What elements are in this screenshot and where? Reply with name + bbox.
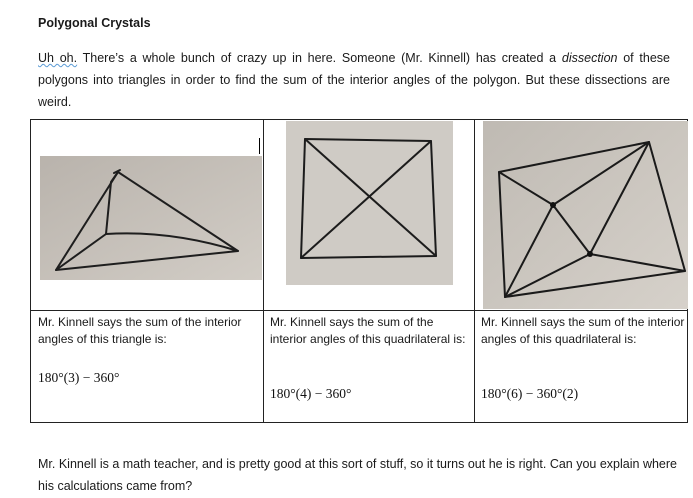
table-row-divider [31, 310, 687, 311]
triangle-dissection-photo [40, 156, 262, 280]
cell-2-formula: 180°(4) − 360° [270, 386, 352, 401]
quadrilateral-x-dissection-photo [286, 121, 453, 285]
cell-2-caption: Mr. Kinnell says the sum of the interior angles of this quadrilateral is: [270, 315, 466, 346]
text-cursor [259, 138, 260, 154]
figures-table [30, 119, 688, 423]
table-divider-1 [263, 120, 264, 422]
intro-emphasis: dissection [561, 51, 618, 65]
cell-3-formula: 180°(6) − 360°(2) [481, 386, 579, 401]
document-title: Polygonal Crystals [38, 16, 151, 30]
intro-text-1: There’s a whole bunch of crazy up in here. Someone (Mr. Kinnell) has created a [77, 51, 562, 65]
cell-3-caption: Mr. Kinnell says the sum of the interior angles of this quadrilateral is: [481, 315, 685, 346]
cell-1-caption: Mr. Kinnell says the sum of the interior angles of this triangle is: [38, 315, 242, 346]
closing-question: Mr. Kinnell is a math teacher, and is pretty good at this sort of stuff, so it turns out he is right. Can you explain where his calculations came from? [38, 457, 677, 493]
intro-text-2: of these polygons into triangles in order to find the sum of the interior angles of the polygon. But these dissections are weird. [38, 51, 670, 109]
cell-1-formula: 180°(3) − 360° [38, 370, 120, 385]
table-divider-2 [474, 120, 475, 422]
quadrilateral-two-point-dissection-photo [483, 121, 688, 309]
intro-uh-oh: Uh oh. [38, 51, 78, 65]
intro-paragraph [38, 47, 670, 113]
